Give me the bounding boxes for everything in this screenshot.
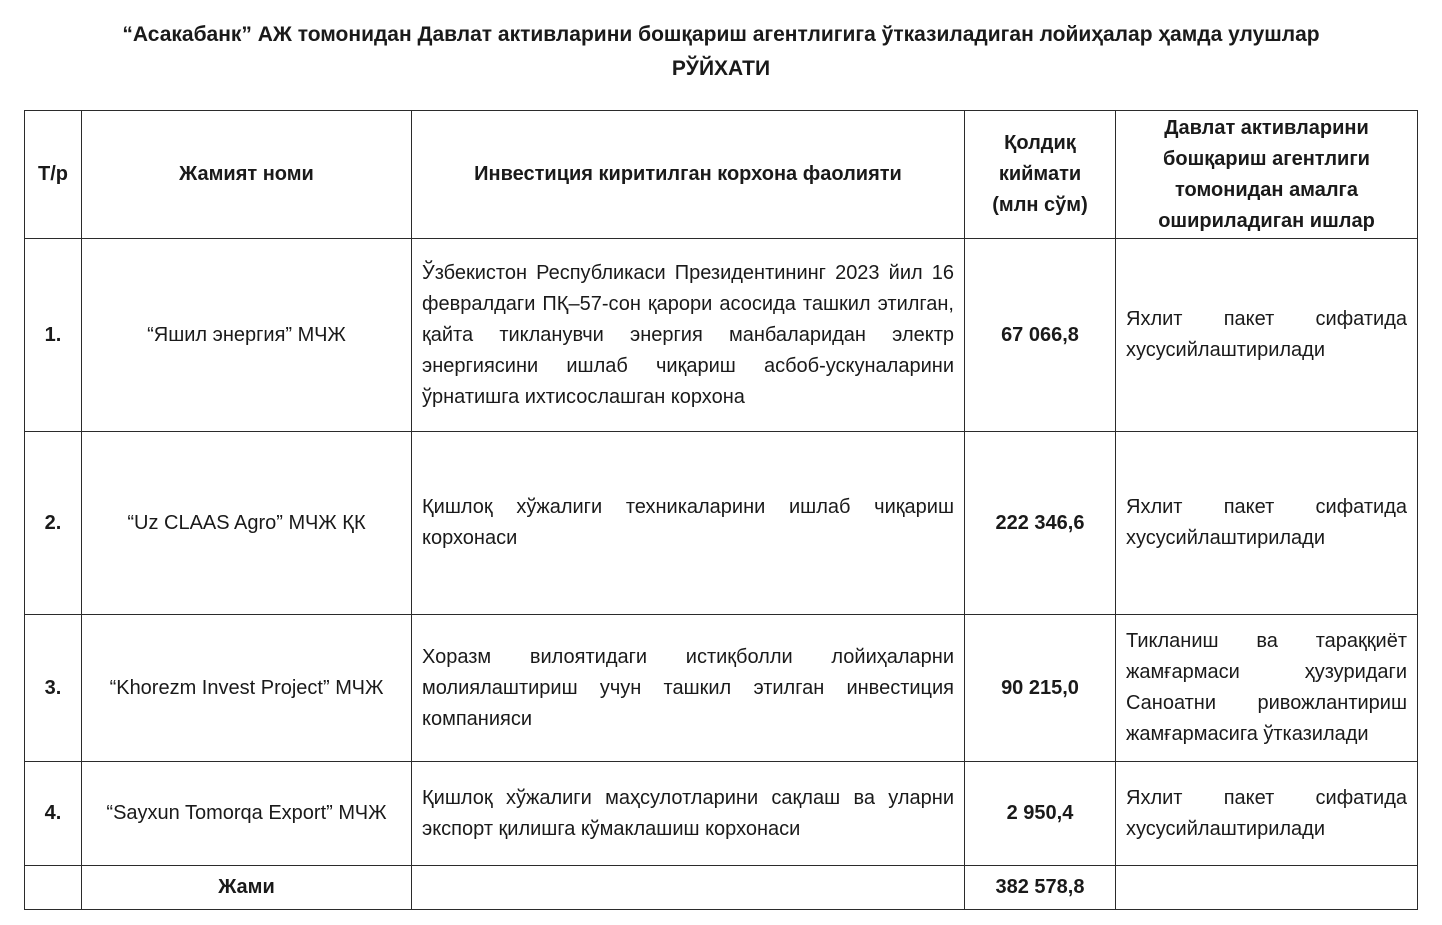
- row-number: 4.: [25, 762, 82, 866]
- company-name: “Khorezm Invest Project” МЧЖ: [82, 615, 412, 762]
- table-row: [25, 432, 1418, 615]
- header-number: Т/р: [25, 111, 82, 239]
- company-name: “Sayxun Tomorqa Export” МЧЖ: [82, 762, 412, 866]
- row-number: 2.: [25, 432, 82, 615]
- company-activity: Қишлоқ хўжалиги техникаларини ишлаб чиқариш корхонаси: [412, 432, 965, 615]
- total-empty-cell: [1116, 866, 1418, 910]
- agency-work: Яхлит пакет сифатида хусусийлаштирилади: [1116, 432, 1418, 615]
- table-row: [25, 239, 1418, 432]
- total-row: [25, 866, 1418, 910]
- header-activity: Инвестиция киритилган корхона фаолияти: [412, 111, 965, 239]
- company-activity: Ўзбекистон Республикаси Президентининг 2023 йил 16 февралдаги ПҚ–57-сон қарори асосида ташкил этилган, қайта тикланувчи энергия манбаларидан электр энергиясини ишлаб чиқариш асбоб-ускуналарини ўрнатишга ихтисослашган корхона: [412, 239, 965, 432]
- agency-work: Яхлит пакет сифатида хусусийлаштирилади: [1116, 239, 1418, 432]
- header-residual-value: Қолдиқ киймати (млн сўм): [965, 111, 1116, 239]
- document-title: [0, 18, 1442, 86]
- projects-table: [24, 110, 1418, 910]
- table-row: [25, 762, 1418, 866]
- header-company-name: Жамият номи: [82, 111, 412, 239]
- agency-work: Яхлит пакет сифатида хусусийлаштирилади: [1116, 762, 1418, 866]
- residual-value: 90 215,0: [965, 615, 1116, 762]
- company-activity: Хоразм вилоятидаги истиқболли лойиҳаларни молиялаштириш учун ташкил этилган инвестиция компанияси: [412, 615, 965, 762]
- row-number: 1.: [25, 239, 82, 432]
- total-empty-cell: [412, 866, 965, 910]
- residual-value: 2 950,4: [965, 762, 1116, 866]
- residual-value: 67 066,8: [965, 239, 1116, 432]
- table-header-row: [25, 111, 1418, 239]
- residual-value: 222 346,6: [965, 432, 1116, 615]
- title-line-2: РЎЙХАТИ: [671, 57, 771, 80]
- company-name: “Uz CLAAS Agro” МЧЖ ҚК: [82, 432, 412, 615]
- table-row: [25, 615, 1418, 762]
- company-name: “Яшил энергия” МЧЖ: [82, 239, 412, 432]
- total-label: Жами: [82, 866, 412, 910]
- company-activity: Қишлоқ хўжалиги маҳсулотларини сақлаш ва уларни экспорт қилишга кўмаклашиш корхонаси: [412, 762, 965, 866]
- total-empty-cell: [25, 866, 82, 910]
- agency-work: Тикланиш ва тараққиёт жамғармаси ҳузуридаги Саноатни ривожлантириш жамғармасига ўтказилади: [1116, 615, 1418, 762]
- row-number: 3.: [25, 615, 82, 762]
- title-line-1: “Асакабанк” АЖ томонидан Давлат активларини бошқариш агентлигига ўтказиладиган лойиҳалар ҳамда улушлар: [122, 23, 1320, 46]
- total-value: 382 578,8: [965, 866, 1116, 910]
- header-agency-works: Давлат активларини бошқариш агентлиги томонидан амалга ошириладиган ишлар: [1116, 111, 1418, 239]
